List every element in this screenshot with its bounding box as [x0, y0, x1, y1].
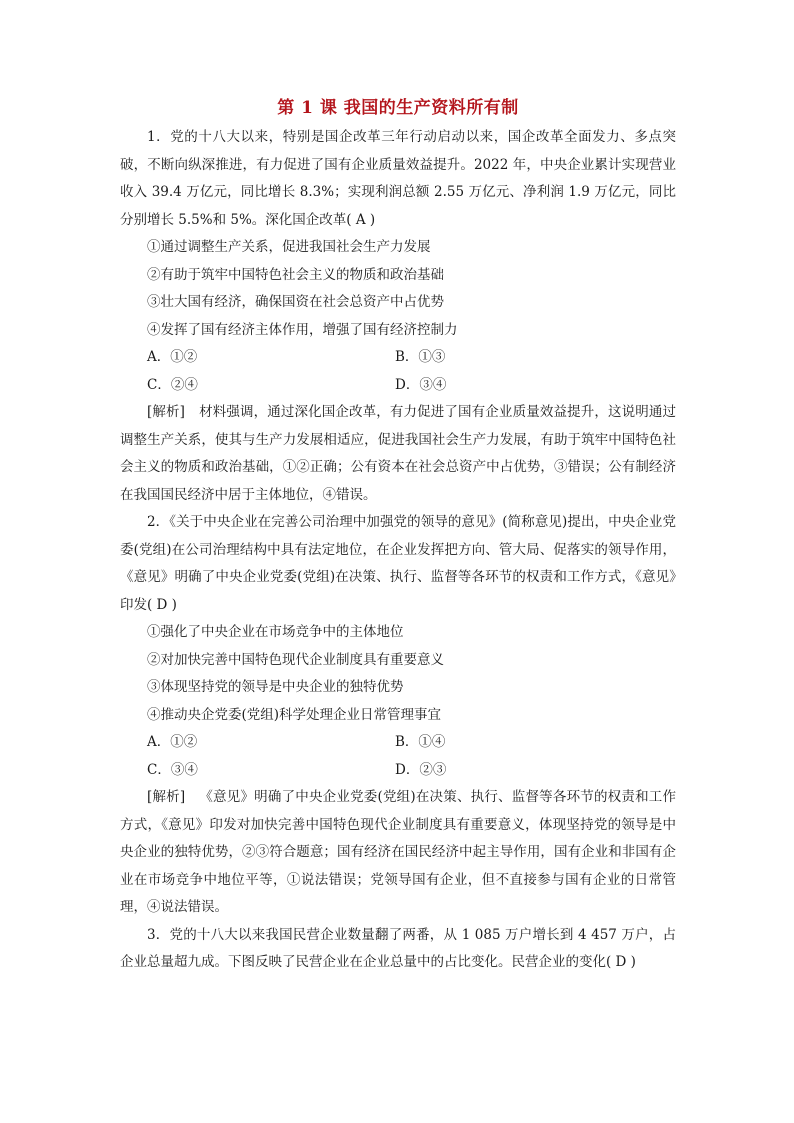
document-page [120, 96, 676, 977]
question-1-stem: 1．党的十八大以来，特别是国企改革三年行动启动以来，国企改革全面发力、多点突破，不断向纵深推进，有力促进了国有企业质量效益提升。2022 年，中央企业累计实现营业收入 39.4 万亿元，同比增长 8.3%；实现利润总额 2.55 万亿元、净利润 1.9 万亿元，同比分别增长 5.5%和 5%。深化国企改革( A ) [120, 129, 676, 228]
analysis-label: [解析] [147, 789, 186, 805]
analysis-label: [解析] [147, 404, 185, 420]
question-2-options [120, 729, 676, 784]
question-2-item-3: ③体现坚持党的领导是中央企业的独特优势 [147, 679, 404, 695]
question-1-item-1: ①通过调整生产关系，促进我国社会生产力发展 [147, 239, 431, 255]
question-2-item-2: ②对加快完善中国特色现代企业制度具有重要意义 [147, 651, 444, 668]
question-1-option-a: A．①② [147, 349, 198, 365]
question-2-item-4: ④推动央企党委(党组)科学处理企业日常管理事宜 [147, 706, 442, 723]
question-2-option-a: A．①② [147, 734, 198, 750]
question-1-item-3: ③壮大国有经济，确保国资在社会总资产中占优势 [147, 294, 444, 310]
question-1-analysis [120, 399, 676, 509]
question-2-option-b: B．①④ [395, 734, 446, 750]
question-1-option-b: B．①③ [395, 349, 446, 365]
question-2-stem: 2．《关于中央企业在完善公司治理中加强党的领导的意见》(简称意见)提出，中央企业党委(党组)在公司治理结构中具有法定地位，在企业发挥把方向、管大局、促落实的领导作用，《意见》明确了中央企业党委(党组)在决策、执行、监督等各环节的权责和工作方式，《意见》印发( D ) [120, 514, 676, 613]
page-title: 第 1 课 我国的生产资料所有制 [277, 98, 519, 118]
question-1-option-c: C．②④ [147, 376, 198, 393]
question-3 [120, 922, 676, 977]
question-1-item-2: ②有助于筑牢中国特色社会主义的物质和政治基础 [147, 266, 444, 283]
question-2-analysis-text: 《意见》明确了中央企业党委(党组)在决策、执行、监督等各环节的权责和工作方式，《意见》印发对加快完善中国特色现代企业制度具有重要意义，体现坚持党的领导是中央企业的独特优势，②③符合题意；国有经济在国民经济中起主导作用，国有企业和非国有企业在市场竞争中地位平等，①说法错误；党领导国有企业，但不直接参与国有企业的日常管理，④说法错误。 [120, 789, 676, 915]
question-2-analysis [120, 784, 676, 922]
question-1 [120, 124, 676, 509]
question-1-option-d: D．③④ [395, 376, 447, 393]
question-3-stem: 3．党的十八大以来我国民营企业数量翻了两番，从 1 085 万户增长到 4 457 万户，占企业总量超九成。下图反映了民营企业在企业总量中的占比变化。民营企业的变化( D ) [120, 926, 676, 970]
question-1-item-4: ④发挥了国有经济主体作用，增强了国有经济控制力 [147, 321, 458, 338]
question-1-analysis-text: 材料强调，通过深化国企改革，有力促进了国有企业质量效益提升，这说明通过调整生产关系，使其与生产力发展相适应，促进我国社会生产力发展，有助于筑牢中国特色社会主义的物质和政治基础，①②正确；公有资本在社会总资产中占优势，③错误；公有制经济在我国国民经济中居于主体地位，④错误。 [120, 404, 676, 503]
question-2-option-d: D．②③ [395, 761, 447, 778]
question-1-options [120, 344, 676, 399]
question-2-item-1: ①强化了中央企业在市场竞争中的主体地位 [147, 624, 404, 640]
question-2 [120, 509, 676, 922]
question-2-option-c: C．③④ [147, 761, 198, 778]
